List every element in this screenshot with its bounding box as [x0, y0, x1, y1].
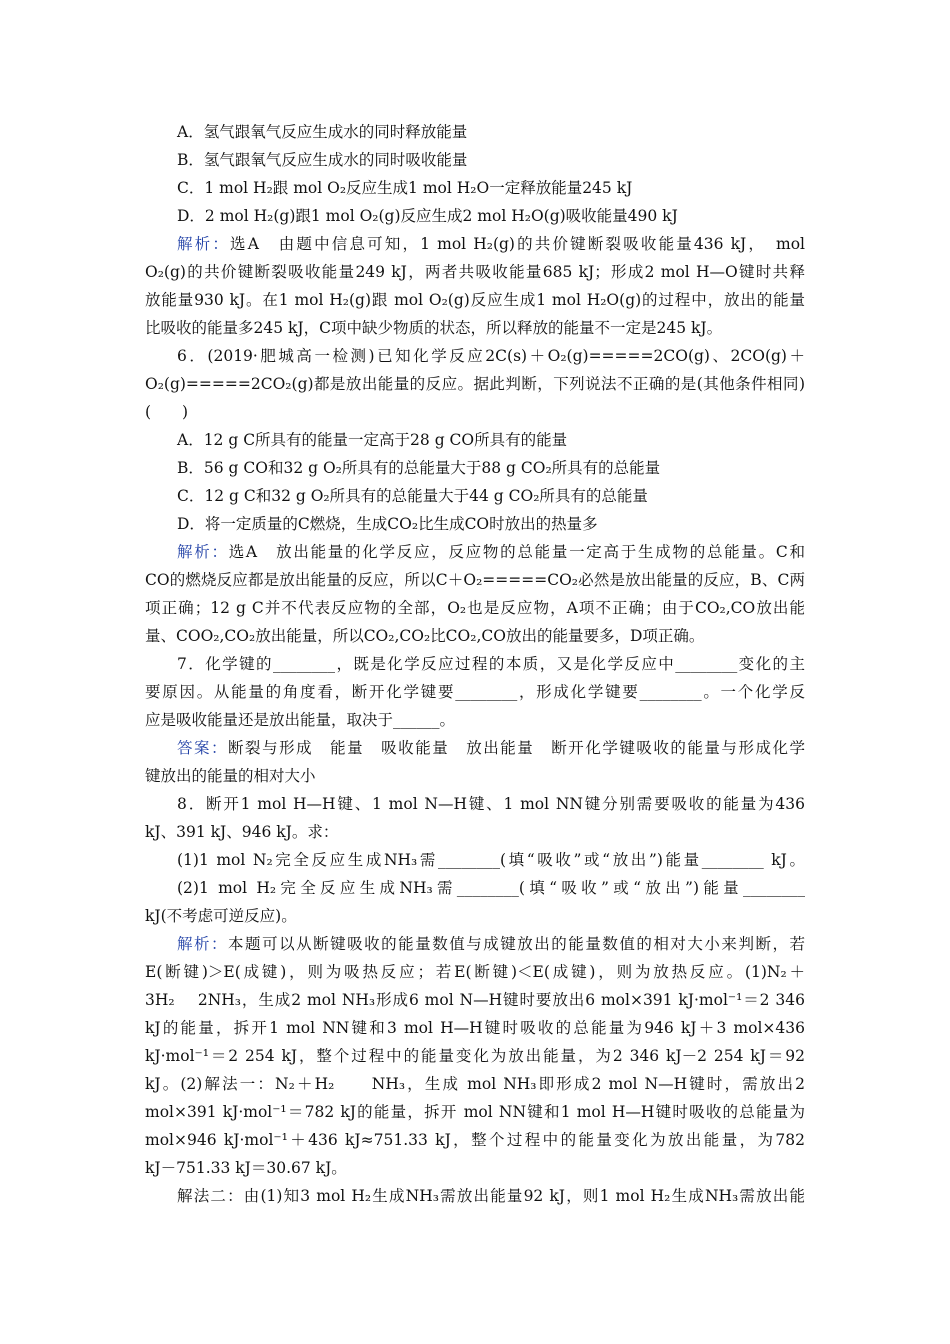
q5-option-c: C．1 mol H₂跟 mol O₂反应生成1 mol H₂O一定释放能量245 kJ [177, 179, 633, 197]
q8-analysis-line: mol×391 kJ·mol⁻¹＝782 kJ的能量，拆开 mol NN键和1 mol H—H键时吸收的总能量为 [145, 1103, 805, 1121]
q6-stem: 6．(2019·肥城高一检测)已知化学反应2C(s)＋O₂(g)=====2CO(g)、2CO(g)＋ [177, 347, 805, 365]
q6-answer-blank: ( ) [145, 403, 189, 421]
q5-option-a: A．氢气跟氧气反应生成水的同时释放能量 [177, 123, 468, 141]
q5-analysis-line: 放能量930 kJ。在1 mol H₂(g)跟 mol O₂(g)反应生成1 mol H₂O(g)的过程中，放出的能量 [145, 291, 805, 309]
q6-stem: O₂(g)=====2CO₂(g)都是放出能量的反应。据此判断，下列说法不正确的是(其他条件相同) [145, 375, 805, 393]
answer-label: 答案： [177, 739, 229, 757]
q8-subquestion-2: (2)1 mol H₂完全反应生成NH₃需________(填“吸收”或“放出”)能量________ [177, 879, 805, 897]
q8-subquestion-2: kJ(不考虑可逆反应)。 [145, 907, 297, 925]
q6-analysis-line: 量、COO₂,CO₂放出能量，所以CO₂,CO₂比CO₂,CO放出的能量要多，D项正确。 [145, 627, 705, 645]
q8-analysis-line: kJ。(2)解法一：N₂＋H₂ NH₃，生成 mol NH₃即形成2 mol N—H键时，需放出2 [145, 1075, 805, 1093]
q5-analysis-line: O₂(g)的共价键断裂吸收能量249 kJ，两者共吸收能量685 kJ；形成2 mol H—O键时共释 [145, 263, 805, 281]
q6-analysis-line: CO的燃烧反应都是放出能量的反应，所以C＋O₂=====CO₂必然是放出能量的反应，B、C两 [145, 571, 805, 589]
q7-answer-line [177, 738, 805, 758]
q5-option-b: B．氢气跟氧气反应生成水的同时吸收能量 [177, 151, 468, 169]
q8-analysis-line: kJ的能量，拆开1 mol NN键和3 mol H—H键时吸收的总能量为946 kJ＋3 mol×436 [145, 1019, 805, 1037]
q7-answer-line: 键放出的能量的相对大小 [145, 767, 316, 785]
q6-analysis-line: 项正确；12 g C并不代表反应物的全部，O₂也是反应物，A项不正确；由于CO₂,CO放出能 [145, 599, 805, 617]
q8-stem: 8．断开1 mol H—H键、1 mol N—H键、1 mol NN键分别需要吸收的能量为436 [177, 795, 805, 813]
q8-analysis-line: E(断键)＞E(成键)，则为吸热反应；若E(断键)＜E(成键)，则为放热反应。(1)N₂＋ [145, 963, 805, 981]
q8-analysis-line: kJ－751.33 kJ＝30.67 kJ。 [145, 1159, 347, 1177]
analysis-label: 解析： [177, 935, 229, 953]
q7-answer-text: 断裂与形成 能量 吸收能量 放出能量 断开化学键吸收的能量与形成化学 [228, 739, 805, 757]
q6-option-b: B．56 g CO和32 g O₂所具有的总能量大于88 g CO₂所具有的总能量 [177, 459, 661, 477]
q7-stem: 要原因。从能量的角度看，断开化学键要________，形成化学键要________。一个化学反 [145, 683, 805, 701]
q6-option-d: D．将一定质量的C燃烧，生成CO₂比生成CO时放出的热量多 [177, 515, 598, 533]
q8-analysis-line: kJ·mol⁻¹＝2 254 kJ，整个过程中的能量变化为放出能量，为2 346 kJ－2 254 kJ＝92 [145, 1047, 805, 1065]
q5-option-d: D．2 mol H₂(g)跟1 mol O₂(g)反应生成2 mol H₂O(g)吸收能量490 kJ [177, 207, 678, 225]
q8-analysis-line: 3H₂ 2NH₃，生成2 mol NH₃形成6 mol N—H键时要放出6 mol×391 kJ·mol⁻¹＝2 346 [145, 991, 805, 1009]
q8-analysis-line: 解法二：由(1)知3 mol H₂生成NH₃需放出能量92 kJ，则1 mol H₂生成NH₃需放出能 [177, 1187, 805, 1205]
q8-analysis-line: mol×946 kJ·mol⁻¹＋436 kJ≈751.33 kJ，整个过程中的能量变化为放出能量，为782 [145, 1131, 805, 1149]
q7-stem: 7．化学键的________，既是化学反应过程的本质，又是化学反应中________变化的主 [177, 655, 805, 673]
q6-analysis-line [177, 542, 805, 562]
q8-analysis-line [177, 934, 805, 954]
q6-option-c: C．12 g C和32 g O₂所具有的总能量大于44 g CO₂所具有的总能量 [177, 487, 648, 505]
q8-subquestion-1: (1)1 mol N₂完全反应生成NH₃需________(填“吸收”或“放出”)能量________ kJ。 [177, 851, 805, 869]
q6-analysis-text: 选A 放出能量的化学反应，反应物的总能量一定高于生成物的总能量。C和 [228, 543, 805, 561]
q5-analysis-line [177, 234, 805, 254]
q8-analysis-text: 本题可以从断键吸收的能量数值与成键放出的能量数值的相对大小来判断，若 [228, 935, 805, 953]
q8-stem: kJ、391 kJ、946 kJ。求： [145, 823, 339, 841]
q5-analysis-line: 比吸收的能量多245 kJ，C项中缺少物质的状态，所以释放的能量不一定是245 kJ。 [145, 319, 723, 337]
analysis-label: 解析： [177, 235, 231, 253]
q5-analysis-text: 选A 由题中信息可知，1 mol H₂(g)的共价键断裂吸收能量436 kJ， mol [230, 235, 805, 253]
q7-stem: 应是吸收能量还是放出能量，取决于______。 [145, 711, 456, 729]
analysis-label: 解析： [177, 543, 229, 561]
q6-option-a: A．12 g C所具有的能量一定高于28 g CO所具有的能量 [177, 431, 568, 449]
